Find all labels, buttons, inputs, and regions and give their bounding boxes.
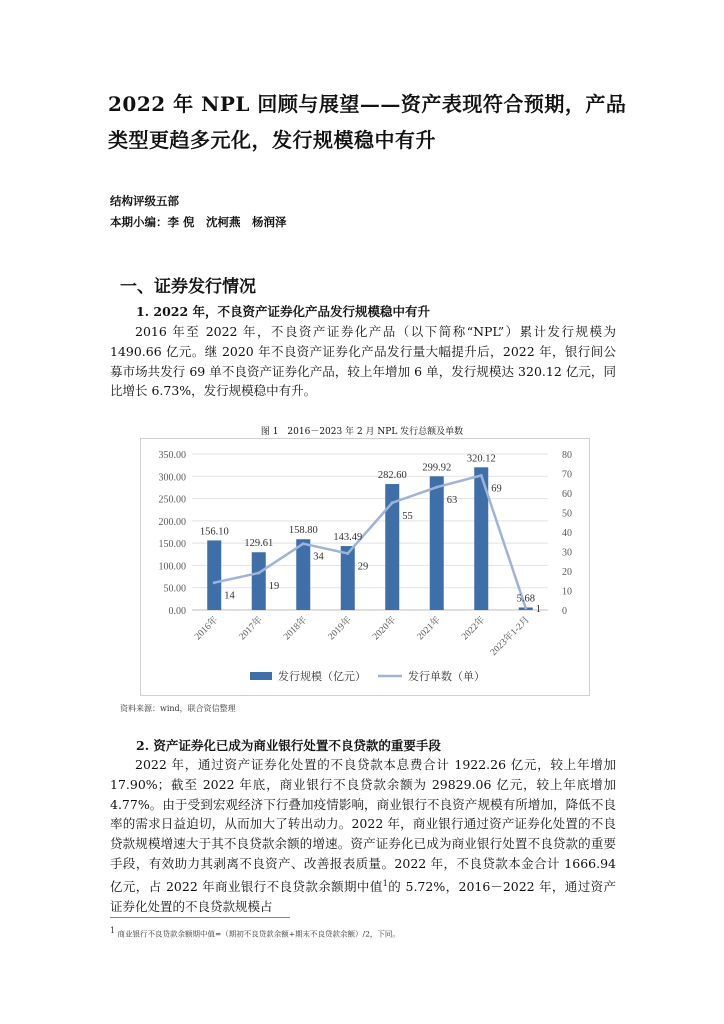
left-tick-label: 200.00 (158, 516, 186, 528)
left-tick-label: 0.00 (168, 606, 186, 617)
right-tick-label: 50 (562, 508, 572, 520)
figure-caption: 图 1 2016－2023 年 2 月 NPL 发行总额及单数 (260, 427, 464, 437)
footnote-text: 商业银行不良贷款余额期中值=（期初不良贷款余额+期末不良贷款余额）/2，下同。 (117, 929, 400, 939)
category-label: 2021年 (415, 615, 443, 643)
bar (341, 546, 355, 610)
line-value-label: 29 (357, 561, 369, 573)
right-tick-label: 30 (562, 547, 572, 559)
category-label: 2020年 (371, 615, 399, 643)
right-tick-label: 80 (562, 450, 572, 461)
left-tick-label: 150.00 (158, 539, 186, 551)
paragraph-2 (110, 755, 616, 917)
left-tick-label: 100.00 (158, 561, 186, 573)
subsection-heading-2: 2. 资产证券化已成为商业银行处置不良贷款的重要手段 (136, 738, 441, 753)
line-point (480, 474, 483, 477)
footnote-mark: 1 (110, 926, 116, 935)
source-note: 资料来源：wind，联合资信整理 (120, 704, 236, 713)
footnote (110, 926, 400, 940)
line-value-label: 69 (491, 483, 502, 495)
bar-value-label: 156.10 (199, 526, 229, 538)
paragraph-2-part-b: 的 5.72%，2016－2022 年，通过资产证券化处置的不良贷款规模占 (110, 878, 616, 914)
line-point (391, 501, 394, 504)
line-point (435, 486, 438, 489)
line-value-label: 19 (268, 580, 280, 592)
bar-value-label: 129.61 (244, 538, 274, 550)
line-value-label: 63 (446, 495, 458, 507)
category-label: 2016年 (193, 615, 221, 643)
section-heading-1: 一、证券发行情况 (120, 277, 256, 297)
footnote-ref: 1 (382, 878, 388, 888)
paragraph-2-part-a: 2022 年，通过资产证券化处置的不良贷款本息费合计 1922.26 亿元，较上年增加 17.90%；截至 2022 年底，商业银行不良贷款余额为 29829.06 亿元，较上年底增加 4.77%。由于受到宏观经济下行叠加疫情影响，商业银行不良资产规模有所增加，降低不良率的需求日益迫切，从而加大了转出动力。2022 年，商业银行通过资产证券化处置的不良贷款规模增速大于其不良贷款余额的增速。资产证券化已成为商业银行处置不良贷款的重要手段，有效助力其剥离不良资产、改善报表质量。2022 年，不良贷款本金合计 1666.94 亿元，占 2022 年商业银行不良贷款余额期中值 (110, 757, 616, 894)
right-tick-label: 0 (562, 606, 567, 617)
left-tick-label: 50.00 (163, 583, 186, 595)
bar-value-label: 158.80 (288, 525, 318, 537)
department: 结构评级五部 (110, 194, 179, 208)
category-label: 2022年 (460, 615, 488, 643)
paragraph-1: 2016 年至 2022 年，不良资产证券化产品（以下简称“NPL”）累计发行规模为 1490.66 亿元。继 2020 年不良资产证券化产品发行量大幅提升后，2022 年，银行间公募市场共发行 69 单不良资产证券化产品，较上年增加 6 单，发行规模达 320.12 亿元，同比增长 6.73%，发行规模稳中有升。 (110, 324, 616, 399)
footnote-divider (110, 917, 290, 918)
bar-value-label: 320.12 (466, 453, 496, 465)
bar-value-label: 5.68 (516, 593, 535, 605)
npl-issuance-chart (140, 438, 590, 696)
legend-label-line: 发行单数（单） (408, 671, 485, 683)
line-value-label: 55 (402, 510, 413, 522)
document-title: 2022 年 NPL 回顾与展望——资产表现符合预期，产品类型更趋多元化，发行规模稳中有升 (108, 92, 627, 152)
bar-value-label: 143.49 (333, 532, 363, 544)
legend-label-bar: 发行规模（亿元） (278, 671, 366, 683)
right-tick-label: 20 (562, 567, 572, 578)
right-tick-label: 60 (562, 489, 572, 500)
subsection-heading-1: 1. 2022 年，不良资产证券化产品发行规模稳中有升 (136, 304, 431, 319)
right-tick-label: 40 (562, 528, 572, 539)
bar (430, 476, 444, 610)
line-value-label: 34 (313, 551, 324, 563)
line-point (302, 542, 305, 545)
bar (207, 540, 221, 610)
line-value-label: 14 (224, 590, 235, 602)
line-point (346, 552, 349, 555)
category-label: 2017年 (237, 615, 265, 643)
left-tick-label: 350.00 (158, 450, 186, 461)
editors: 本期小编：李 倪 沈柯燕 杨润泽 (110, 215, 287, 229)
line-point (213, 581, 216, 584)
category-label: 2023年1-2月 (488, 615, 532, 658)
right-tick-label: 70 (562, 469, 572, 481)
category-label: 2019年 (326, 615, 354, 643)
bar-value-label: 282.60 (377, 470, 407, 482)
left-tick-label: 250.00 (158, 494, 186, 506)
bar-value-label: 299.92 (422, 462, 452, 474)
line-point (257, 571, 260, 574)
line-point (524, 607, 527, 610)
right-tick-label: 10 (562, 586, 572, 598)
line-value-label: 1 (535, 604, 541, 616)
legend-swatch-bar (250, 672, 272, 680)
bar (252, 552, 266, 610)
bar (296, 539, 310, 610)
category-label: 2018年 (282, 615, 310, 643)
left-tick-label: 300.00 (158, 472, 186, 484)
